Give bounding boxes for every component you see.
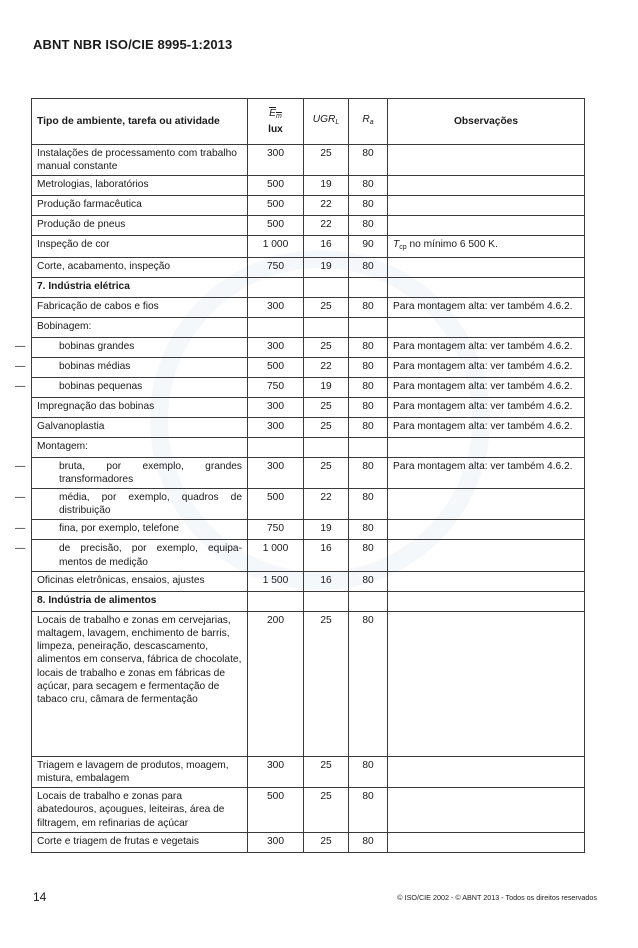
cell-ra: 80 [349,417,388,437]
cell-illuminance: 750 [248,520,304,540]
lighting-requirements-table [15,98,585,853]
cell-ugr [304,277,349,297]
table-row [32,297,585,317]
cell-ra [349,591,388,611]
cell-illuminance: 500 [248,788,304,833]
cell-observations: Para montagem alta: ver também 4.6.2. [388,457,585,488]
cell-illuminance: 300 [248,417,304,437]
cell-ugr: 22 [304,216,349,236]
subscript: cp [399,244,407,252]
cell-observations [388,437,585,457]
table-header-row [32,99,585,145]
cell-ugr: 25 [304,611,349,756]
cell-observations [388,176,585,196]
table-row [32,317,585,337]
cell-observations: $T_{cp}$ no mínimo 6 500 K. [388,236,585,257]
cell-ra: 90 [349,236,388,257]
cell-illuminance [248,317,304,337]
cell-ra: 80 [349,571,388,591]
cell-task: 8. Indústria de alimentos [32,591,248,611]
table-row [32,397,585,417]
cell-ugr: 16 [304,236,349,257]
cell-task: Galvanoplastia [32,417,248,437]
cell-ugr: 25 [304,297,349,317]
cell-task: Corte e triagem de frutas e vegetais [32,833,248,853]
cell-ra: 80 [349,196,388,216]
cell-ugr: 19 [304,520,349,540]
cell-ugr: 25 [304,756,349,787]
cell-ugr: 19 [304,377,349,397]
cell-ra: 80 [349,520,388,540]
cell-observations: Para montagem alta: ver também 4.6.2. [388,337,585,357]
cell-observations: Para montagem alta: ver também 4.6.2. [388,417,585,437]
header-illuminance [248,99,304,145]
cell-observations: Para montagem alta: ver também 4.6.2. [388,357,585,377]
section-heading-row [32,277,585,297]
table-row [32,756,585,787]
em-dash-bullet: — [15,523,26,535]
cell-illuminance: 300 [248,337,304,357]
task-text: média, por exemplo, quadros de distribuição [59,492,242,517]
cell-illuminance: 300 [248,145,304,176]
cell-ra: 80 [349,788,388,833]
cell-task: Locais de trabalho e zonas para abatedouros, açougues, leiteiras, área de filtragem, em refinarias de açúcar [32,788,248,833]
cell-task: Corte, acabamento, inspeção [32,257,248,277]
cell-ra [349,277,388,297]
cell-task: Impregnação das bobinas [32,397,248,417]
subscript: a [369,119,374,127]
table-row [32,457,585,488]
header-ugr-symbol: $UGR_L$ [312,114,340,127]
cell-ugr: 25 [304,417,349,437]
cell-observations [388,216,585,236]
cell-observations: Para montagem alta: ver também 4.6.2. [388,297,585,317]
cell-ra: 80 [349,756,388,787]
table-row [32,417,585,437]
cell-ra: 80 [349,297,388,317]
table-row [32,357,585,377]
table-row [32,788,585,833]
cell-task: Produção de pneus [32,216,248,236]
subscript: m [275,112,282,120]
cell-ugr: 25 [304,457,349,488]
header-ra [349,99,388,145]
cell-task [15,489,248,520]
cell-observations [388,540,585,571]
task-text: de precisão, por exemplo, equipa-mentos de medição [59,543,242,568]
section-heading-row [32,591,585,611]
cell-illuminance: 300 [248,397,304,417]
cell-observations [388,257,585,277]
cell-ugr: 25 [304,145,349,176]
cell-ra: 80 [349,397,388,417]
cell-ra: 80 [349,611,388,756]
cell-illuminance: 300 [248,297,304,317]
header-ra-symbol: $R_a$ [362,114,374,127]
cell-ra: 80 [349,833,388,853]
em-dash-bullet: — [15,340,26,352]
cell-task: 7. Indústria elétrica [32,277,248,297]
cell-observations [388,145,585,176]
table-row [32,377,585,397]
cell-ugr [304,317,349,337]
cell-illuminance: 300 [248,756,304,787]
table-row [32,257,585,277]
subscript: L [335,119,340,127]
task-text: bobinas médias [59,360,131,372]
cell-ugr: 22 [304,357,349,377]
cell-task: Metrologias, laboratórios [32,176,248,196]
em-dash-bullet: — [15,492,26,504]
task-text: bruta, por exemplo, grandes transformadores [59,460,242,485]
header-em-unit: lux [268,124,283,135]
cell-observations [388,277,585,297]
header-ugr [304,99,349,145]
cell-task: Instalações de processamento com trabalho manual constante [32,145,248,176]
table-row [32,337,585,357]
cell-ra: 80 [349,176,388,196]
cell-observations [388,611,585,756]
cell-observations [388,520,585,540]
table-row [32,176,585,196]
cell-ugr [304,591,349,611]
cell-illuminance: 1 000 [248,236,304,257]
cell-ra: 80 [349,489,388,520]
cell-illuminance: 500 [248,176,304,196]
table-row [32,196,585,216]
header-observations: Observações [388,99,585,145]
cell-ra: 80 [349,337,388,357]
cell-observations [388,591,585,611]
cell-task [15,357,248,377]
task-text: fina, por exemplo, telefone [59,523,180,535]
cell-task [15,540,248,571]
cell-observations: Para montagem alta: ver também 4.6.2. [388,397,585,417]
cell-observations [388,196,585,216]
cell-task: Locais de trabalho e zonas em cervejarias, maltagem, lavagem, enchimento de barris, limpeza, peneiração, descascamento, alimentos em conserva, fábrica de chocolate, locais de trabalho e zonas em fábricas de açúcar, para secagem e fermentação de tabaco cru, câmara de fermentação [32,611,248,756]
cell-task [15,377,248,397]
cell-ra [349,437,388,457]
cell-illuminance: 200 [248,611,304,756]
cell-ugr: 19 [304,176,349,196]
cell-ugr: 22 [304,489,349,520]
table-row [32,437,585,457]
cell-observations [388,317,585,337]
cell-illuminance: 500 [248,357,304,377]
header-task: Tipo de ambiente, tarefa ou atividade [32,99,248,145]
table-row [32,540,585,571]
cell-task: Inspeção de cor [32,236,248,257]
table-row [32,833,585,853]
page-number: 14 [33,890,47,904]
cell-ugr: 16 [304,571,349,591]
cell-ra: 80 [349,377,388,397]
table-row [32,145,585,176]
cell-illuminance [248,437,304,457]
cell-task [15,337,248,357]
cell-task: Montagem: [32,437,248,457]
cell-ugr: 19 [304,257,349,277]
cell-illuminance: 300 [248,833,304,853]
header-em-symbol: $E_m$ [269,107,282,120]
cell-task: Triagem e lavagem de produtos, moagem, mistura, embalagem [32,756,248,787]
cell-ugr: 25 [304,833,349,853]
cell-task: Oficinas eletrônicas, ensaios, ajustes [32,571,248,591]
cell-illuminance: 500 [248,489,304,520]
cell-ugr [304,437,349,457]
cell-illuminance: 500 [248,216,304,236]
cell-illuminance [248,591,304,611]
cell-task: Bobinagem: [32,317,248,337]
cell-task: Fabricação de cabos e fios [32,297,248,317]
cell-ugr: 16 [304,540,349,571]
cell-illuminance: 750 [248,257,304,277]
cell-illuminance [248,277,304,297]
cell-observations [388,489,585,520]
task-text: bobinas grandes [59,340,135,352]
cell-observations [388,756,585,787]
cell-illuminance: 1 500 [248,571,304,591]
table-row [32,611,585,756]
table-row [32,489,585,520]
document-header: ABNT NBR ISO/CIE 8995-1:2013 [33,37,233,52]
cell-ugr: 25 [304,788,349,833]
cell-illuminance: 750 [248,377,304,397]
cell-ugr: 22 [304,196,349,216]
em-dash-bullet: — [15,460,26,472]
cell-illuminance: 300 [248,457,304,488]
cell-observations [388,833,585,853]
cell-ra: 80 [349,357,388,377]
cell-ra: 80 [349,540,388,571]
cell-observations [388,788,585,833]
cell-ra: 80 [349,145,388,176]
cell-ra: 80 [349,216,388,236]
cell-observations [388,571,585,591]
cell-illuminance: 1 000 [248,540,304,571]
cell-ra: 80 [349,257,388,277]
cell-observations: Para montagem alta: ver também 4.6.2. [388,377,585,397]
cell-task [15,520,248,540]
copyright-notice: © ISO/CIE 2002 - © ABNT 2013 - Todos os direitos reservados [397,893,597,902]
cell-ugr: 25 [304,397,349,417]
cell-illuminance: 500 [248,196,304,216]
task-text: bobinas pequenas [59,380,143,392]
table-row [32,520,585,540]
cell-ugr: 25 [304,337,349,357]
table-row [32,571,585,591]
em-dash-bullet: — [15,543,26,555]
cell-task [15,457,248,488]
cell-ra: 80 [349,457,388,488]
cell-ra [349,317,388,337]
table-row [32,216,585,236]
em-dash-bullet: — [15,360,26,372]
table-row [32,236,585,257]
em-dash-bullet: — [15,380,26,392]
tcp-symbol: T [393,239,400,251]
cell-task: Produção farmacêutica [32,196,248,216]
